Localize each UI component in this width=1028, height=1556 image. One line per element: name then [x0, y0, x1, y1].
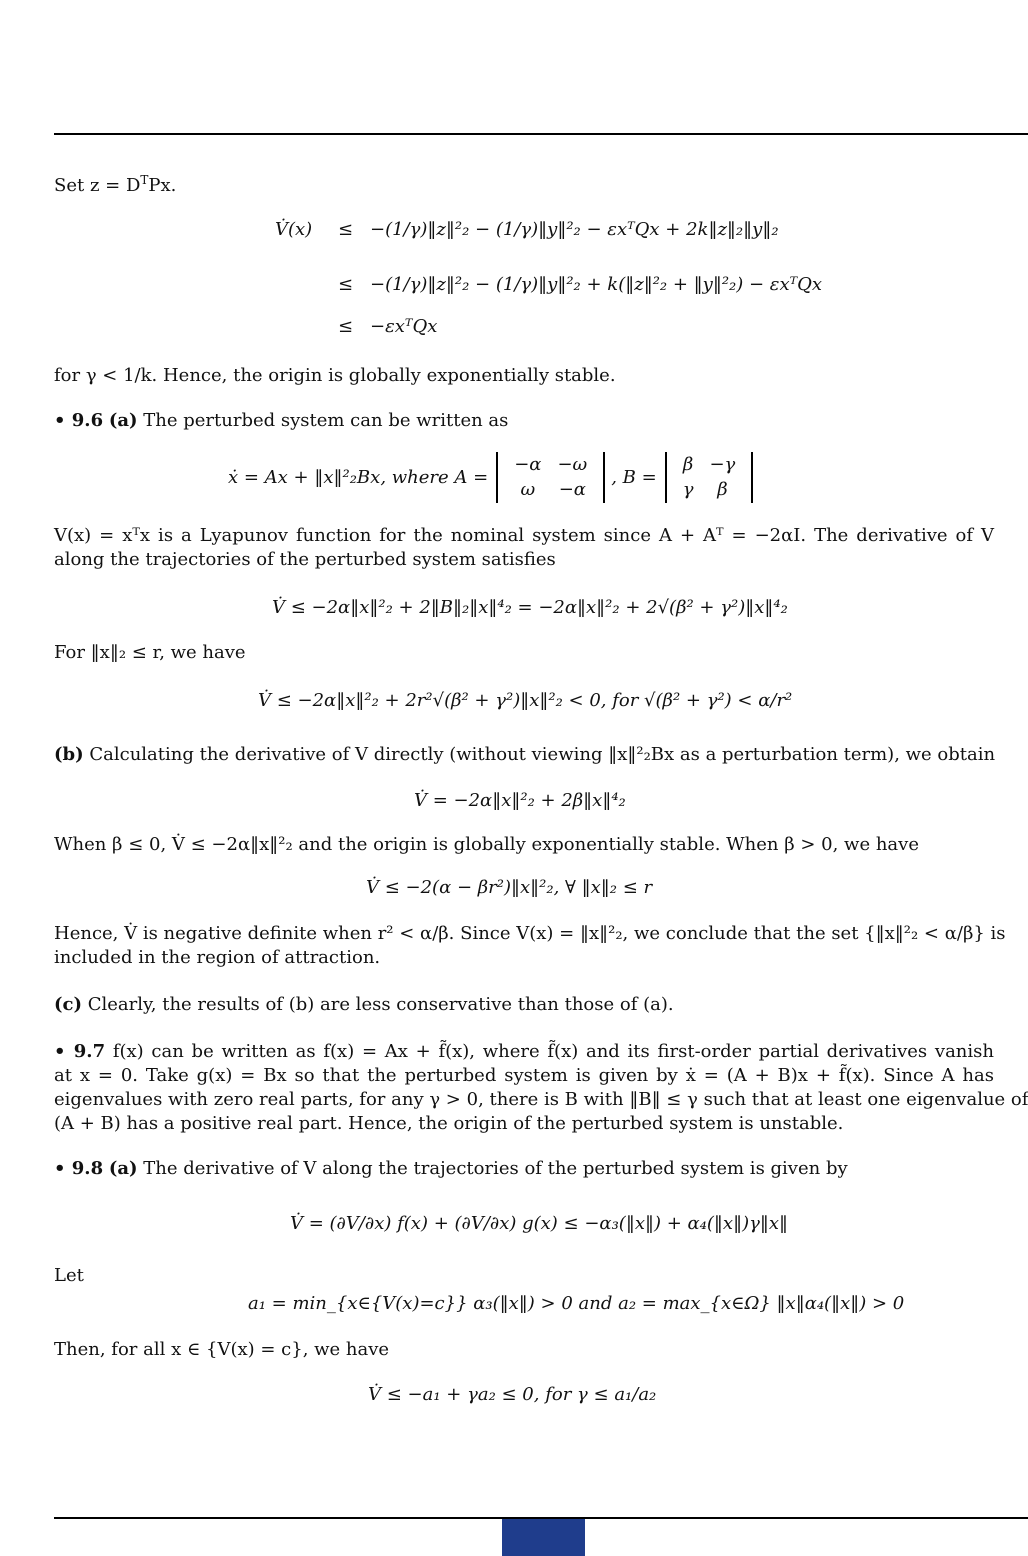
matrix-a-cell-0-1: −ω — [557, 454, 588, 475]
section-9-7-line-3: eigenvalues with zero real parts, for any γ > 0, there is B with ‖B‖ ≤ γ such that at least one eigenvalue of — [54, 1089, 1028, 1110]
line-trajectories: along the trajectories of the perturbed system satisfies — [54, 549, 556, 570]
eq1-row-2: −(1/γ)‖z‖²₂ − (1/γ)‖y‖²₂ + k(‖z‖²₂ + ‖y‖²₂) − εxᵀQx — [370, 274, 823, 295]
section-9-7-line-1: • 9.7 f(x) can be written as f(x) = Ax + f̃(x), where f̃(x) and its first-order partial derivatives vanish — [54, 1041, 994, 1062]
eq1-lhs: V̇(x) — [275, 219, 313, 240]
line-then: Then, for all x ∈ {V(x) = c}, we have — [54, 1339, 390, 1360]
section-9-8-heading: • 9.8 (a) The derivative of V along the trajectories of the perturbed system is given by — [54, 1158, 848, 1179]
matrix-a-cell-0-0: −α — [514, 454, 542, 475]
matrix-a-cell-1-1: −α — [558, 479, 586, 501]
eq9-final-bound: V̇ ≤ −a₁ + γa₂ ≤ 0, for γ ≤ a₁/a₂ — [368, 1384, 657, 1405]
eq1-row-1: −(1/γ)‖z‖²₂ − (1/γ)‖y‖²₂ − εxᵀQx + 2k‖z‖₂‖y‖₂ — [370, 219, 779, 240]
eq1-rel-1: ≤ — [338, 219, 354, 240]
eq6-bound: V̇ ≤ −2(α − βr²)‖x‖²₂, ∀ ‖x‖₂ ≤ r — [366, 877, 653, 898]
eq2-system: ẋ = Ax + ‖x‖²₂Bx, where A = −α −ω ω −α , B = β −γ γ β — [228, 452, 753, 503]
line-beta-cases: When β ≤ 0, V̇ ≤ −2α‖x‖²₂ and the origin is globally exponentially stable. When β > 0, we have — [54, 834, 919, 855]
eq3-derivative-bound: V̇ ≤ −2α‖x‖²₂ + 2‖B‖₂‖x‖⁴₂ = −2α‖x‖²₂ + 2√(β² + γ²)‖x‖⁴₂ — [272, 597, 788, 618]
line-negative-definite: Hence, V̇ is negative definite when r² < α/β. Since V(x) = ‖x‖²₂, we conclude that the set {‖x‖²₂ < α/β} is — [54, 923, 1006, 944]
eq5-direct-derivative: V̇ = −2α‖x‖²₂ + 2β‖x‖⁴₂ — [414, 790, 626, 811]
line-let: Let — [54, 1265, 84, 1286]
section-9-6-heading: • 9.6 (a) The perturbed system can be written as — [54, 410, 509, 431]
eq7-perturbed-derivative: V̇ = (∂V/∂x) f(x) + (∂V/∂x) g(x) ≤ −α₃(‖x‖) + α₄(‖x‖)γ‖x‖ — [290, 1213, 788, 1234]
matrix-A — [496, 452, 605, 503]
eq8-min-max: a₁ = min_{x∈{V(x)=c}} α₃(‖x‖) > 0 and a₂ = max_{x∈Ω} ‖x‖α₄(‖x‖) > 0 — [248, 1293, 905, 1314]
line-gamma-condition: for γ < 1/k. Hence, the origin is globally exponentially stable. — [54, 365, 616, 386]
section-9-7-line-4: (A + B) has a positive real part. Hence, the origin of the perturbed system is unstable. — [54, 1113, 844, 1134]
eq4-negative: V̇ ≤ −2α‖x‖²₂ + 2r²√(β² + γ²)‖x‖²₂ < 0, for √(β² + γ²) < α/r² — [258, 690, 793, 711]
eq1-rel-2: ≤ — [338, 274, 354, 295]
line-region-attraction: included in the region of attraction. — [54, 947, 381, 968]
matrix-b-cell-1-0: γ — [682, 479, 694, 501]
section-9-7-line-2: at x = 0. Take g(x) = Bx so that the perturbed system is given by ẋ = (A + B)x + f̃(x). Since A has — [54, 1065, 994, 1086]
eq1-rel-3: ≤ — [338, 316, 354, 337]
page-number-box — [502, 1519, 585, 1556]
line-lyapunov: V(x) = xᵀx is a Lyapunov function for the nominal system since A + Aᵀ = −2αI. The derivative of V — [54, 525, 994, 546]
matrix-b-cell-0-1: −γ — [709, 454, 736, 475]
line-part-b: (b) Calculating the derivative of V directly (without viewing ‖x‖²₂Bx as a perturbation term), we obtain — [54, 744, 996, 765]
line-set-z: Set $z = D^TPx$. — [54, 173, 177, 196]
eq1-row-3: −εxᵀQx — [370, 316, 438, 337]
line-for-norm: For ‖x‖₂ ≤ r, we have — [54, 642, 246, 663]
header-rule — [54, 133, 1028, 135]
line-part-c: (c) Clearly, the results of (b) are less conservative than those of (a). — [54, 994, 674, 1015]
matrix-B — [665, 452, 754, 503]
matrix-b-cell-1-1: β — [717, 479, 728, 501]
matrix-a-cell-1-0: ω — [520, 479, 536, 501]
matrix-b-cell-0-0: β — [682, 454, 694, 475]
